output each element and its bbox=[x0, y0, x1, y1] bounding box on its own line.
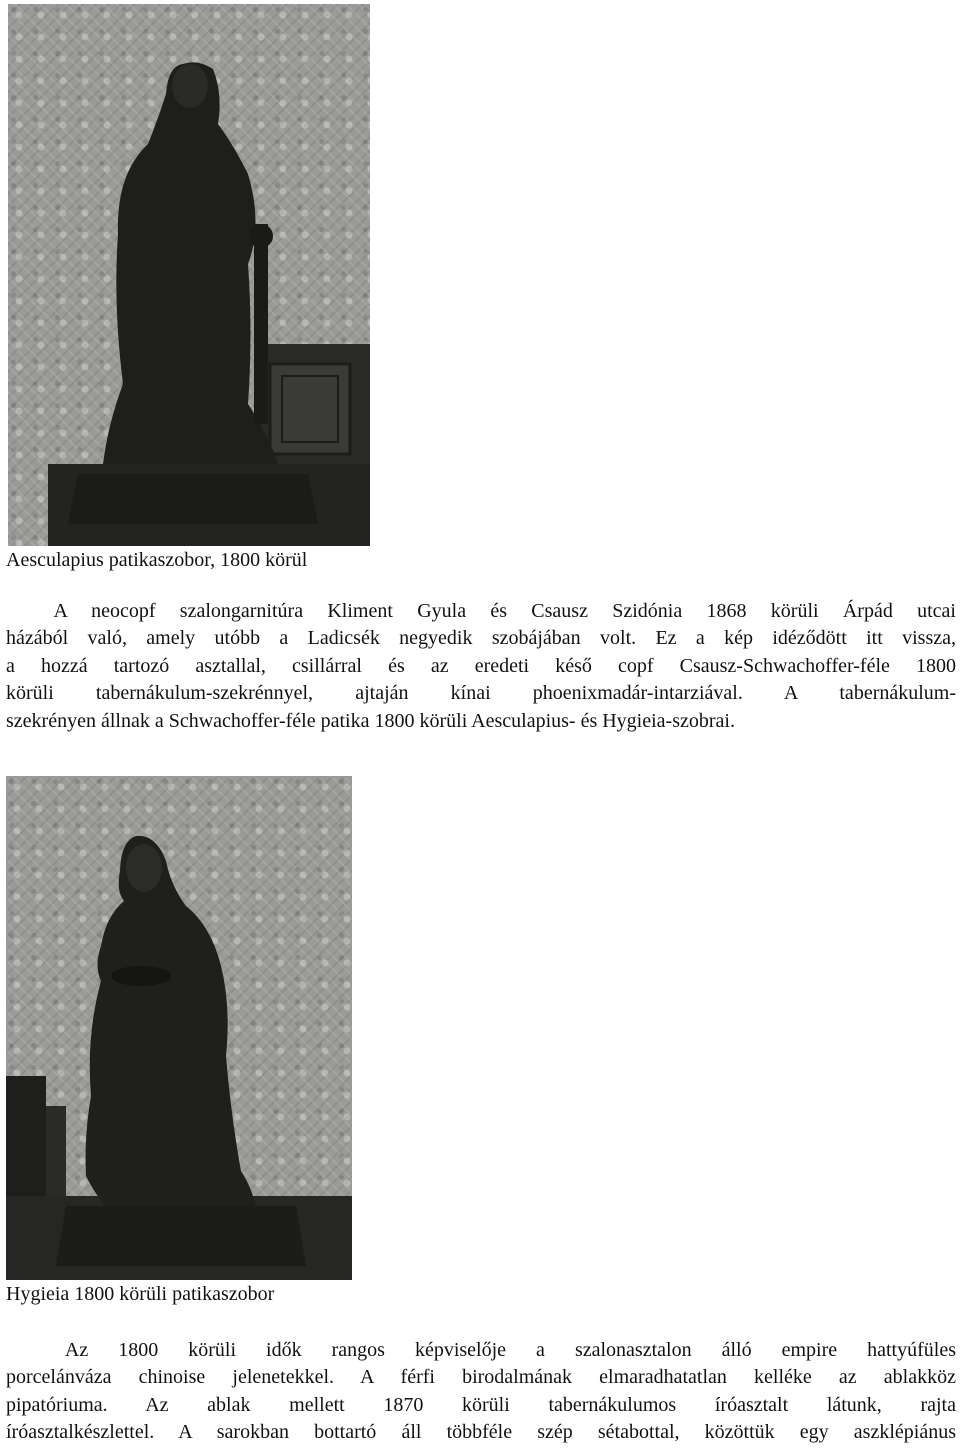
paragraph-line: szekrényen állnak a Schwachoffer-féle patika 1800 körüli Aesculapius- és Hygieia-szobrai. bbox=[6, 709, 735, 732]
statue-icon bbox=[6, 776, 352, 1280]
paragraph-line: porcelánváza chinoise jelenetekkel. A férfi birodalmának elmaradhatatlan kelléke az ablakköz bbox=[6, 1366, 956, 1389]
paragraph-2 bbox=[6, 1337, 956, 1447]
figure-caption-2: Hygieia 1800 körüli patikaszobor bbox=[6, 1283, 275, 1305]
paragraph-line: A neocopf szalongarnitúra Kliment Gyula és Csausz Szidónia 1868 körüli Árpád utcai bbox=[6, 600, 956, 622]
aesculapius-statue-photo bbox=[8, 4, 370, 546]
paragraph-line: a hozzá tartozó asztallal, csillárral és az eredeti késő copf Csausz-Schwachoffer-féle 1800 bbox=[6, 654, 956, 677]
figure-caption-1: Aesculapius patikaszobor, 1800 körül bbox=[6, 549, 308, 571]
statue-icon bbox=[8, 4, 370, 546]
paragraph-line: íróasztalkészlettel. A sarokban bottartó áll többféle szép sétabottal, közöttük egy aszklépiánus bbox=[6, 1421, 956, 1444]
paragraph-1 bbox=[6, 598, 956, 735]
paragraph-line: pipatóriuma. Az ablak mellett 1870 körüli tabernákulumos íróasztalt látunk, rajta bbox=[6, 1393, 956, 1416]
hygieia-statue-photo bbox=[6, 776, 352, 1280]
paragraph-line: házából való, amely utóbb a Ladicsék negyedik szobájában volt. Ez a kép idéződött itt vissza, bbox=[6, 627, 956, 650]
paragraph-line: Az 1800 körüli idők rangos képviselője a szalonasztalon álló empire hattyúfüles bbox=[6, 1339, 956, 1361]
paragraph-line: körüli tabernákulum-szekrénnyel, ajtaján kínai phoenixmadár-intarziával. A tabernákulum- bbox=[6, 682, 956, 705]
